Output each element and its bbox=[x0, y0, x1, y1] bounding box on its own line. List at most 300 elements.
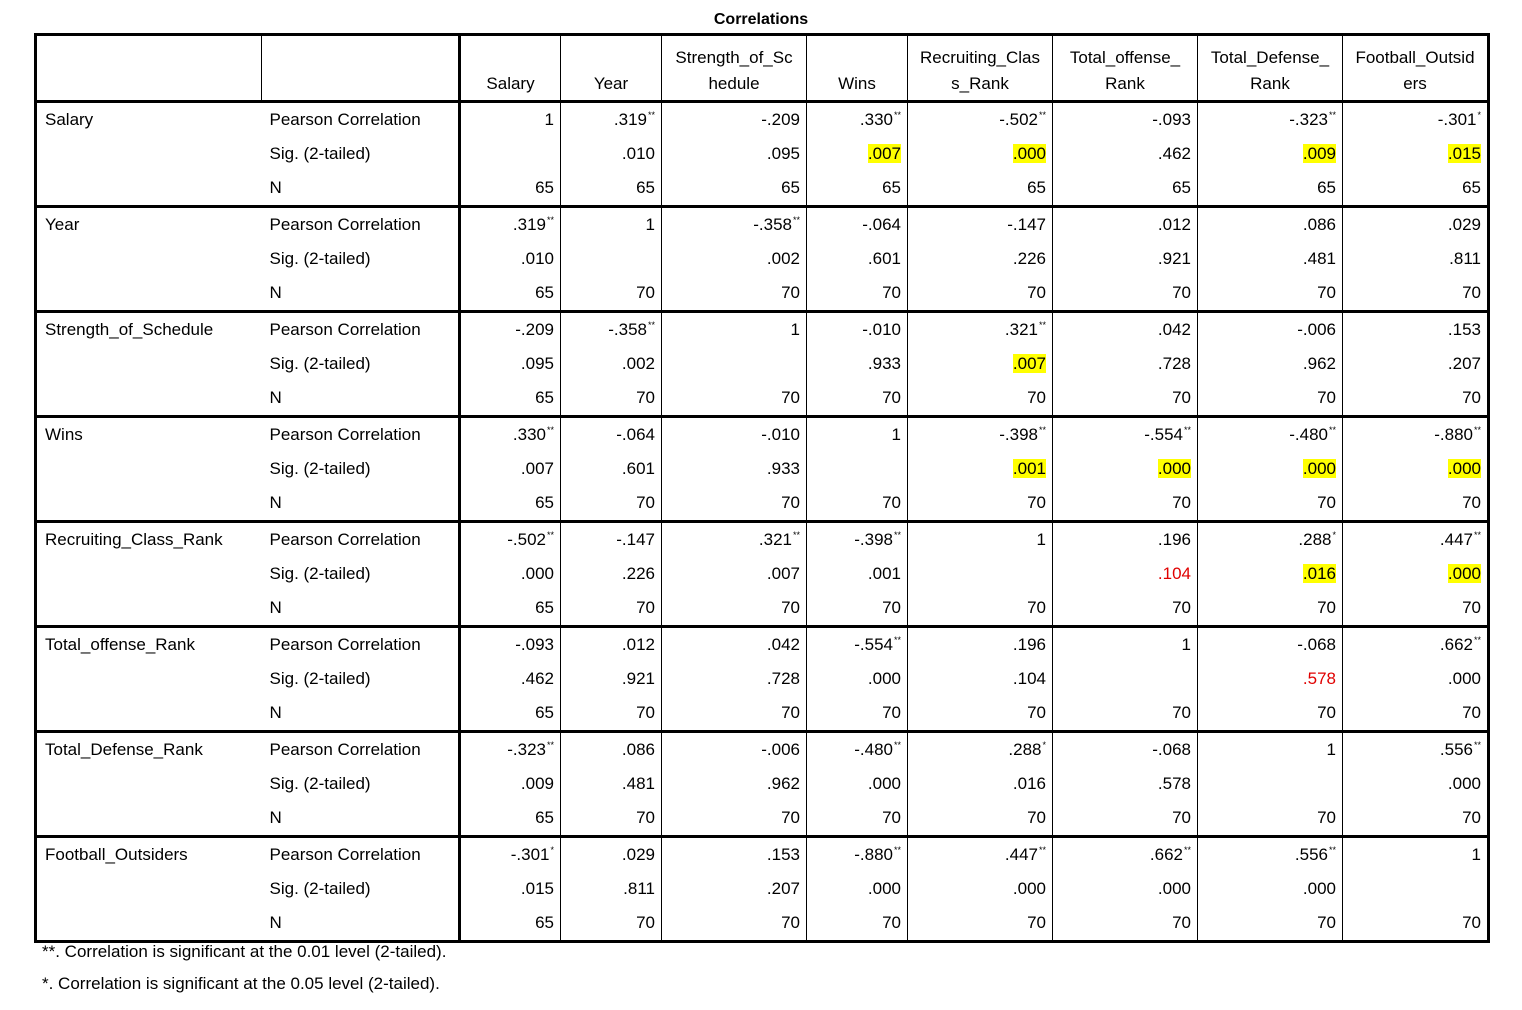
cell-value: .330 bbox=[859, 110, 893, 129]
cell-value: .207 bbox=[766, 879, 800, 898]
footnote-005-level: *. Correlation is significant at the 0.05 level (2-tailed). bbox=[42, 974, 440, 993]
cell-value: .086 bbox=[621, 740, 655, 759]
cell-value: 70 bbox=[781, 598, 800, 617]
table-cell bbox=[460, 801, 561, 837]
table-row bbox=[36, 591, 1489, 627]
table-row bbox=[36, 767, 1489, 801]
row-stat-label: Pearson Correlation bbox=[262, 417, 460, 453]
cell-value: 70 bbox=[1462, 703, 1481, 722]
cell-value: -.480 bbox=[854, 740, 893, 759]
cell-value: .462 bbox=[1157, 144, 1191, 163]
table-cell bbox=[1198, 732, 1343, 768]
cell-value: .000 bbox=[520, 564, 554, 583]
table-cell bbox=[1053, 662, 1198, 696]
highlighted-value: .016 bbox=[1302, 564, 1336, 583]
table-cell bbox=[908, 732, 1053, 768]
cell-value: .086 bbox=[1302, 215, 1336, 234]
table-cell bbox=[908, 801, 1053, 837]
significance-marker: ** bbox=[546, 530, 554, 540]
cell-value: .016 bbox=[1012, 774, 1046, 793]
table-row bbox=[36, 486, 1489, 522]
table-row bbox=[36, 171, 1489, 207]
cell-value: 1 bbox=[1471, 845, 1481, 864]
table-cell bbox=[662, 732, 807, 768]
correlations-table bbox=[34, 33, 1490, 943]
cell-value: 70 bbox=[1462, 913, 1481, 932]
row-variable-label bbox=[36, 591, 262, 627]
red-value: .104 bbox=[1157, 564, 1191, 583]
cell-value: -.480 bbox=[1289, 425, 1328, 444]
table-cell bbox=[1198, 171, 1343, 207]
table-row bbox=[36, 837, 1489, 873]
highlighted-value: .007 bbox=[1012, 354, 1046, 373]
table-cell bbox=[1053, 486, 1198, 522]
cell-value: .447 bbox=[1439, 530, 1473, 549]
cell-value: .000 bbox=[1157, 879, 1191, 898]
table-cell bbox=[1198, 837, 1343, 873]
significance-marker: ** bbox=[1473, 530, 1481, 540]
row-stat-label: N bbox=[262, 906, 460, 942]
cell-value: 70 bbox=[1317, 388, 1336, 407]
table-cell bbox=[1053, 417, 1198, 453]
table-cell bbox=[1198, 872, 1343, 906]
table-cell bbox=[1053, 276, 1198, 312]
table-cell bbox=[1198, 557, 1343, 591]
table-cell bbox=[561, 662, 662, 696]
cell-value: 1 bbox=[891, 425, 901, 444]
row-variable-label: Total_Defense_Rank bbox=[45, 740, 203, 759]
highlighted-value: .009 bbox=[1302, 144, 1336, 163]
table-cell bbox=[807, 522, 908, 558]
table-row bbox=[36, 276, 1489, 312]
row-variable-label bbox=[36, 137, 262, 171]
table-cell bbox=[561, 347, 662, 381]
table-cell bbox=[1343, 662, 1489, 696]
highlighted-value: .000 bbox=[1012, 144, 1046, 163]
cell-value: 70 bbox=[1027, 913, 1046, 932]
table-cell bbox=[908, 137, 1053, 171]
table-cell bbox=[561, 627, 662, 663]
table-cell bbox=[807, 452, 908, 486]
cell-value: 70 bbox=[1172, 808, 1191, 827]
cell-value: .288 bbox=[1298, 530, 1332, 549]
cell-value: 70 bbox=[882, 913, 901, 932]
table-cell bbox=[561, 837, 662, 873]
table-cell bbox=[662, 627, 807, 663]
table-cell bbox=[1198, 312, 1343, 348]
table-cell bbox=[460, 137, 561, 171]
significance-marker: ** bbox=[792, 530, 800, 540]
table-cell bbox=[1343, 452, 1489, 486]
cell-value: .029 bbox=[1447, 215, 1481, 234]
table-cell bbox=[561, 102, 662, 138]
cell-value: .962 bbox=[1302, 354, 1336, 373]
table-cell bbox=[1053, 696, 1198, 732]
cell-value: -.502 bbox=[507, 530, 546, 549]
table-cell bbox=[561, 906, 662, 942]
cell-value: 65 bbox=[1027, 178, 1046, 197]
cell-value: .007 bbox=[520, 459, 554, 478]
cell-value: .015 bbox=[520, 879, 554, 898]
cell-value: 70 bbox=[781, 703, 800, 722]
cell-value: .921 bbox=[621, 669, 655, 688]
cell-value: 70 bbox=[1317, 808, 1336, 827]
cell-value: .601 bbox=[867, 249, 901, 268]
significance-marker: ** bbox=[792, 215, 800, 225]
table-cell bbox=[662, 242, 807, 276]
table-cell bbox=[1343, 872, 1489, 906]
table-cell bbox=[460, 417, 561, 453]
table-cell bbox=[460, 102, 561, 138]
cell-value: .104 bbox=[1012, 669, 1046, 688]
highlighted-value: .000 bbox=[1157, 459, 1191, 478]
cell-value: 65 bbox=[535, 493, 554, 512]
cell-value: .153 bbox=[766, 845, 800, 864]
row-stat-label: N bbox=[262, 276, 460, 312]
cell-value: .962 bbox=[766, 774, 800, 793]
table-cell bbox=[908, 906, 1053, 942]
table-cell bbox=[561, 696, 662, 732]
cell-value: 70 bbox=[1027, 808, 1046, 827]
table-cell bbox=[561, 276, 662, 312]
row-stat-label: Sig. (2-tailed) bbox=[262, 767, 460, 801]
cell-value: 70 bbox=[882, 703, 901, 722]
cell-value: .321 bbox=[758, 530, 792, 549]
cell-value: -.358 bbox=[753, 215, 792, 234]
significance-marker: ** bbox=[1183, 845, 1191, 855]
cell-value: .226 bbox=[621, 564, 655, 583]
table-cell bbox=[908, 837, 1053, 873]
row-variable-label bbox=[36, 872, 262, 906]
table-cell bbox=[662, 312, 807, 348]
cell-value: 70 bbox=[1027, 388, 1046, 407]
cell-value: .578 bbox=[1157, 774, 1191, 793]
table-cell bbox=[460, 557, 561, 591]
cell-value: 70 bbox=[882, 283, 901, 302]
table-cell bbox=[807, 312, 908, 348]
table-cell bbox=[1198, 662, 1343, 696]
row-variable-label: Total_offense_Rank bbox=[45, 635, 195, 654]
table-cell bbox=[908, 207, 1053, 243]
cell-value: .012 bbox=[1157, 215, 1191, 234]
table-cell bbox=[561, 591, 662, 627]
table-cell bbox=[460, 767, 561, 801]
column-header-line2: Rank bbox=[1198, 68, 1343, 102]
cell-value: -.398 bbox=[999, 425, 1038, 444]
column-header-line2: hedule bbox=[662, 68, 807, 102]
table-cell bbox=[807, 872, 908, 906]
cell-value: .002 bbox=[621, 354, 655, 373]
table-cell bbox=[1198, 452, 1343, 486]
row-stat-label: Pearson Correlation bbox=[262, 522, 460, 558]
table-cell bbox=[807, 906, 908, 942]
table-cell bbox=[807, 486, 908, 522]
table-cell bbox=[460, 242, 561, 276]
highlighted-value: .000 bbox=[1447, 564, 1481, 583]
table-cell bbox=[908, 627, 1053, 663]
cell-value: 70 bbox=[1172, 598, 1191, 617]
significance-marker: ** bbox=[1328, 845, 1336, 855]
column-header-line1: Total_offense_ bbox=[1053, 35, 1198, 69]
table-cell bbox=[1343, 207, 1489, 243]
table-row bbox=[36, 557, 1489, 591]
row-variable-label bbox=[36, 276, 262, 312]
table-cell bbox=[1198, 696, 1343, 732]
column-header-line2: ers bbox=[1343, 68, 1489, 102]
cell-value: -.358 bbox=[608, 320, 647, 339]
cell-value: 70 bbox=[1317, 913, 1336, 932]
table-row bbox=[36, 102, 1489, 138]
table-cell bbox=[662, 452, 807, 486]
table-cell bbox=[908, 242, 1053, 276]
cell-value: 65 bbox=[1462, 178, 1481, 197]
row-variable-label bbox=[36, 486, 262, 522]
significance-marker: ** bbox=[893, 845, 901, 855]
cell-value: .447 bbox=[1004, 845, 1038, 864]
cell-value: .226 bbox=[1012, 249, 1046, 268]
table-row bbox=[36, 522, 1489, 558]
table-cell bbox=[908, 381, 1053, 417]
highlighted-value: .007 bbox=[867, 144, 901, 163]
table-cell bbox=[1343, 837, 1489, 873]
table-cell bbox=[460, 732, 561, 768]
significance-marker: ** bbox=[647, 110, 655, 120]
cell-value: 70 bbox=[1027, 493, 1046, 512]
table-cell bbox=[1343, 486, 1489, 522]
table-cell bbox=[662, 102, 807, 138]
cell-value: -.093 bbox=[515, 635, 554, 654]
cell-value: .601 bbox=[621, 459, 655, 478]
cell-value: .002 bbox=[766, 249, 800, 268]
cell-value: 65 bbox=[535, 913, 554, 932]
cell-value: 70 bbox=[1462, 493, 1481, 512]
row-stat-label: Sig. (2-tailed) bbox=[262, 242, 460, 276]
table-cell bbox=[1198, 906, 1343, 942]
table-cell bbox=[1053, 906, 1198, 942]
cell-value: .319 bbox=[512, 215, 546, 234]
cell-value: 70 bbox=[882, 598, 901, 617]
row-stat-label: Pearson Correlation bbox=[262, 102, 460, 138]
cell-value: 70 bbox=[1027, 283, 1046, 302]
table-cell bbox=[1343, 522, 1489, 558]
cell-value: .811 bbox=[1449, 249, 1481, 268]
row-stat-label: N bbox=[262, 381, 460, 417]
cell-value: .933 bbox=[766, 459, 800, 478]
table-cell bbox=[1053, 381, 1198, 417]
table-cell bbox=[807, 347, 908, 381]
cell-value: -.010 bbox=[761, 425, 800, 444]
table-cell bbox=[908, 557, 1053, 591]
table-cell bbox=[662, 557, 807, 591]
cell-value: .000 bbox=[1012, 879, 1046, 898]
cell-value: 1 bbox=[790, 320, 800, 339]
table-cell bbox=[561, 801, 662, 837]
table-cell bbox=[1198, 767, 1343, 801]
table-cell bbox=[1053, 767, 1198, 801]
column-header-line1 bbox=[807, 35, 908, 69]
table-cell bbox=[662, 837, 807, 873]
cell-value: 65 bbox=[535, 388, 554, 407]
row-variable-label bbox=[36, 242, 262, 276]
table-cell bbox=[662, 276, 807, 312]
significance-marker: ** bbox=[1473, 740, 1481, 750]
cell-value: .811 bbox=[623, 879, 655, 898]
table-cell bbox=[662, 767, 807, 801]
cell-value: -.010 bbox=[862, 320, 901, 339]
table-cell bbox=[1198, 591, 1343, 627]
table-cell bbox=[561, 381, 662, 417]
cell-value: .330 bbox=[512, 425, 546, 444]
cell-value: -.147 bbox=[616, 530, 655, 549]
cell-value: 70 bbox=[1317, 598, 1336, 617]
row-variable-label: Wins bbox=[45, 425, 83, 444]
column-header-line2: Salary bbox=[460, 68, 561, 102]
table-cell bbox=[807, 696, 908, 732]
row-stat-label: Sig. (2-tailed) bbox=[262, 137, 460, 171]
table-row bbox=[36, 627, 1489, 663]
cell-value: -.209 bbox=[761, 110, 800, 129]
table-cell bbox=[807, 557, 908, 591]
cell-value: 65 bbox=[636, 178, 655, 197]
column-header-line1: Recruiting_Clas bbox=[908, 35, 1053, 69]
table-cell bbox=[1053, 522, 1198, 558]
row-variable-label: Strength_of_Schedule bbox=[45, 320, 214, 339]
table-cell bbox=[460, 591, 561, 627]
table-cell bbox=[1343, 801, 1489, 837]
table-cell bbox=[561, 872, 662, 906]
cell-value: 70 bbox=[781, 913, 800, 932]
cell-value: 70 bbox=[1172, 388, 1191, 407]
row-stat-label: Sig. (2-tailed) bbox=[262, 557, 460, 591]
row-stat-label: Pearson Correlation bbox=[262, 207, 460, 243]
cell-value: 65 bbox=[781, 178, 800, 197]
table-cell bbox=[1053, 801, 1198, 837]
highlighted-value: .000 bbox=[1302, 459, 1336, 478]
row-stat-label: Sig. (2-tailed) bbox=[262, 872, 460, 906]
row-variable-label bbox=[36, 381, 262, 417]
table-cell bbox=[807, 627, 908, 663]
column-header-line2: s_Rank bbox=[908, 68, 1053, 102]
table-cell bbox=[1198, 207, 1343, 243]
table-cell bbox=[561, 137, 662, 171]
table-cell bbox=[1053, 137, 1198, 171]
table-row bbox=[36, 137, 1489, 171]
cell-value: 70 bbox=[636, 808, 655, 827]
cell-value: .095 bbox=[766, 144, 800, 163]
significance-marker: * bbox=[1042, 740, 1046, 750]
table-cell bbox=[1343, 696, 1489, 732]
cell-value: .042 bbox=[1157, 320, 1191, 339]
column-header-line1 bbox=[561, 35, 662, 69]
cell-value: -.502 bbox=[999, 110, 1038, 129]
table-cell bbox=[561, 242, 662, 276]
table-cell bbox=[662, 906, 807, 942]
cell-value: 65 bbox=[882, 178, 901, 197]
significance-marker: ** bbox=[893, 635, 901, 645]
cell-value: .288 bbox=[1008, 740, 1042, 759]
cell-value: .009 bbox=[520, 774, 554, 793]
cell-value: .662 bbox=[1439, 635, 1473, 654]
table-cell bbox=[1198, 627, 1343, 663]
table-cell bbox=[1198, 102, 1343, 138]
table-cell bbox=[908, 347, 1053, 381]
cell-value: .662 bbox=[1149, 845, 1183, 864]
table-row bbox=[36, 662, 1489, 696]
cell-value: 70 bbox=[636, 493, 655, 512]
table-cell bbox=[662, 486, 807, 522]
cell-value: 70 bbox=[1172, 703, 1191, 722]
table-cell bbox=[1053, 242, 1198, 276]
row-variable-label: Year bbox=[45, 215, 80, 234]
table-cell bbox=[460, 627, 561, 663]
table-cell bbox=[1343, 767, 1489, 801]
table-cell bbox=[662, 417, 807, 453]
cell-value: 70 bbox=[636, 388, 655, 407]
red-value: .578 bbox=[1302, 669, 1336, 688]
table-row bbox=[36, 417, 1489, 453]
table-cell bbox=[662, 872, 807, 906]
table-cell bbox=[807, 242, 908, 276]
table-cell bbox=[662, 381, 807, 417]
cell-value: 70 bbox=[1027, 598, 1046, 617]
table-cell bbox=[1343, 557, 1489, 591]
table-cell bbox=[561, 767, 662, 801]
cell-value: -.068 bbox=[1297, 635, 1336, 654]
table-cell bbox=[1343, 242, 1489, 276]
table-body bbox=[36, 102, 1489, 942]
row-variable-label bbox=[36, 906, 262, 942]
row-variable-label bbox=[36, 171, 262, 207]
table-cell bbox=[460, 347, 561, 381]
cell-value: .556 bbox=[1439, 740, 1473, 759]
significance-marker: ** bbox=[1328, 110, 1336, 120]
row-variable-label bbox=[36, 801, 262, 837]
table-cell bbox=[460, 207, 561, 243]
cell-value: -.068 bbox=[1152, 740, 1191, 759]
cell-value: 1 bbox=[1326, 740, 1336, 759]
table-cell bbox=[908, 276, 1053, 312]
table-cell bbox=[662, 801, 807, 837]
cell-value: .042 bbox=[766, 635, 800, 654]
table-cell bbox=[908, 662, 1053, 696]
row-stat-label: Pearson Correlation bbox=[262, 627, 460, 663]
table-cell bbox=[807, 417, 908, 453]
cell-value: .319 bbox=[613, 110, 647, 129]
cell-value: .000 bbox=[1447, 669, 1481, 688]
significance-marker: ** bbox=[893, 740, 901, 750]
table-cell bbox=[908, 696, 1053, 732]
table-cell bbox=[1198, 137, 1343, 171]
cell-value: .001 bbox=[867, 564, 901, 583]
table-cell bbox=[561, 557, 662, 591]
row-variable-label bbox=[36, 347, 262, 381]
table-cell bbox=[460, 452, 561, 486]
table-cell bbox=[460, 837, 561, 873]
significance-marker: ** bbox=[1038, 425, 1046, 435]
significance-marker: ** bbox=[893, 530, 901, 540]
significance-marker: ** bbox=[1328, 425, 1336, 435]
table-cell bbox=[1053, 171, 1198, 207]
cell-value: -.209 bbox=[515, 320, 554, 339]
row-stat-label: N bbox=[262, 171, 460, 207]
table-cell bbox=[1053, 312, 1198, 348]
cell-value: 70 bbox=[1317, 703, 1336, 722]
significance-marker: * bbox=[550, 845, 554, 855]
table-cell bbox=[561, 171, 662, 207]
significance-marker: ** bbox=[1183, 425, 1191, 435]
table-cell bbox=[460, 312, 561, 348]
highlighted-value: .000 bbox=[1447, 459, 1481, 478]
